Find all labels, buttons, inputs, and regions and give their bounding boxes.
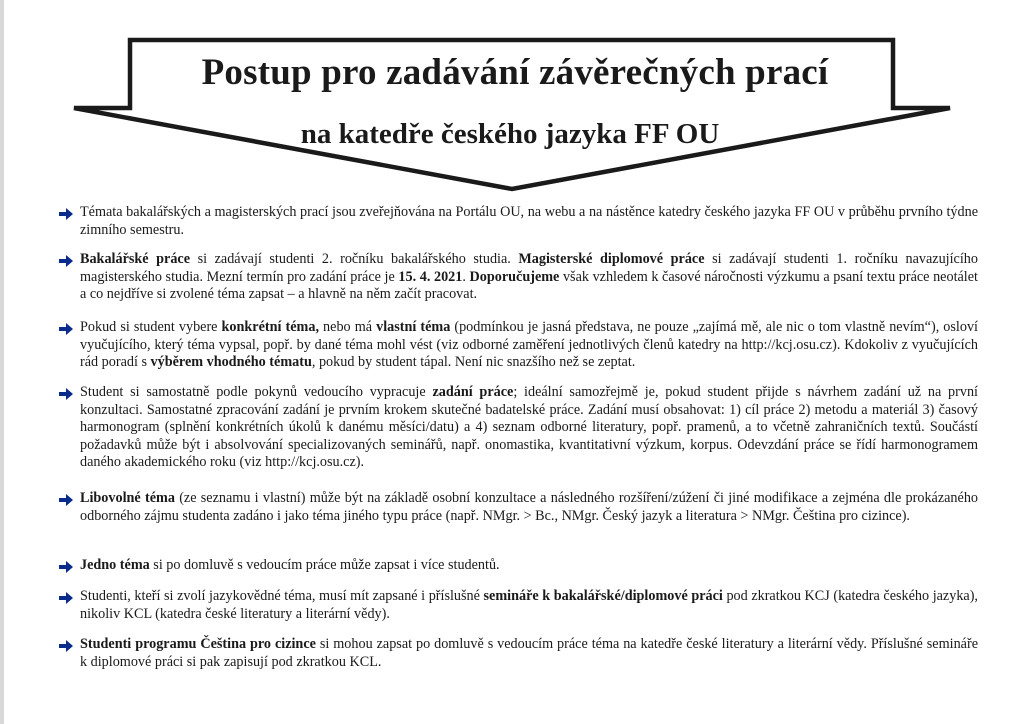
arrow-right-icon: [58, 493, 74, 507]
list-item-text: [80, 204, 978, 239]
list-item: [58, 319, 978, 372]
body-text: Studenti, kteří si zvolí jazykovědné téma, musí mít zapsané i příslušné: [80, 588, 484, 604]
list-item-text: [80, 384, 978, 472]
body-text: si zadávají studenti 2. ročníku bakalářského studia.: [190, 251, 519, 267]
emphasis-text: semináře k bakalářské/diplomové práci: [483, 588, 723, 604]
body-text: Pokud si student vybere: [80, 319, 222, 335]
emphasis-text: konkrétní téma,: [221, 319, 319, 335]
list-item-text: [80, 636, 978, 671]
arrow-right-icon: [58, 639, 74, 653]
list-item-text: [80, 251, 978, 304]
emphasis-text: Magisterské diplomové práce: [518, 251, 705, 267]
list-item: [58, 384, 978, 472]
list-item: [58, 636, 978, 671]
list-item-text: [80, 588, 978, 623]
body-text: pod zkratkou KCJ (katedra českého jazyka), nikoliv KCL (katedra české literatury a literární vědy).: [80, 588, 978, 622]
emphasis-text: Studenti programu Čeština pro cizince: [80, 636, 316, 652]
body-text: ; ideální samozřejmě je, pokud student přijde s návrhem zadání už na první konzultaci. Samostatné zpracování zadání je prvním krokem skutečné badatelské práce. Zadání musí obsahovat: 1) cíl práce 2) metodu a materiál 3) časový harmonogram (splnění konkrétních úkolů k danému měsíci/datu) a 4) seznam odborné literatury, popř. pramenů, a to včetně zahraničních textů. Součástí požadavků může být i absolvování specializovaných seminářů, např. onomastika, kvantitativní výzkum, korpus. Odevzdání práce se řídí harmonogramem daného akademického roku (viz http://kcj.osu.cz).: [80, 384, 978, 470]
emphasis-text: Jedno téma: [80, 557, 150, 573]
body-text: si mohou zapsat po domluvě s vedoucím práce téma na katedře české literatury a literární vědy. Příslušné semináře k diplomové práci si pak zapisují pod zkratkou KCL.: [80, 636, 978, 670]
list-item: [58, 490, 978, 525]
emphasis-text: Libovolné téma: [80, 490, 175, 506]
list-item-text: [80, 490, 978, 525]
list-item: [58, 204, 978, 239]
list-item: [58, 588, 978, 623]
page-subtitle: na katedře českého jazyka FF OU: [300, 118, 720, 150]
emphasis-text: Doporučujeme: [469, 268, 560, 285]
body-text: , pokud by student tápal. Není nic snazšího než se zeptat.: [311, 354, 636, 370]
emphasis-text: Bakalářské práce: [80, 251, 191, 267]
body-text: si po domluvě s vedoucím práce může zapsat i více studentů.: [149, 557, 500, 573]
body-text: (podmínkou je jasná představa, ne pouze „zajímá mě, ale nic o tom vlastně nevím“), osloví vyučujícího, který téma vypsal, popř. by dané téma mohl vést (viz odborné zaměření jednotlivých členů katedry na http://kcj.osu.cz). Kdokoliv z vyučujících rád poradí s: [80, 319, 978, 370]
emphasis-text: 15. 4. 2021: [398, 268, 463, 285]
emphasis-text: zadání práce: [432, 384, 514, 400]
body-text: (ze seznamu i vlastní) může být na základě osobní konzultace a následného rozšíření/zúžení či jiné modifikace a zejména dle prokázaného odborného zájmu studenta zadáno i jako téma jiného typu práce (např. NMgr. > Bc., NMgr. Český jazyk a literatura > NMgr. Čeština pro cizince).: [80, 490, 979, 524]
arrow-right-icon: [58, 560, 74, 574]
body-text: .: [462, 268, 470, 285]
emphasis-text: výběrem vhodného tématu: [150, 354, 312, 370]
arrow-right-icon: [58, 207, 74, 221]
body-text: Student si samostatně podle pokynů vedoucího vypracuje: [80, 384, 433, 400]
body-text: si zadávají studenti 1. ročníku navazujícího magisterského studia. Mezní termín pro zadání práce je: [80, 251, 978, 285]
list-item: [58, 251, 978, 304]
page-title: Postup pro zadávání závěrečných prací: [201, 52, 829, 93]
arrow-right-icon: [58, 254, 74, 268]
arrow-right-icon: [58, 387, 74, 401]
list-item-text: [80, 319, 978, 372]
body-text: však vzhledem k časové náročnosti výzkumu a psaní textu práce neotálet a co nejdříve si zvolené téma zapsat – a hlavně na něm začít pracovat.: [80, 268, 978, 302]
body-text: nebo má: [319, 319, 377, 335]
arrow-right-icon: [58, 322, 74, 336]
body-text: Témata bakalářských a magisterských prací jsou zveřejňována na Portálu OU, na webu a na nástěnce katedry českého jazyka FF OU v průběhu prvního týdne zimního semestru.: [80, 204, 978, 238]
arrow-right-icon: [58, 591, 74, 605]
list-item: [58, 557, 978, 575]
emphasis-text: vlastní téma: [376, 319, 451, 335]
list-item-text: [80, 557, 978, 575]
